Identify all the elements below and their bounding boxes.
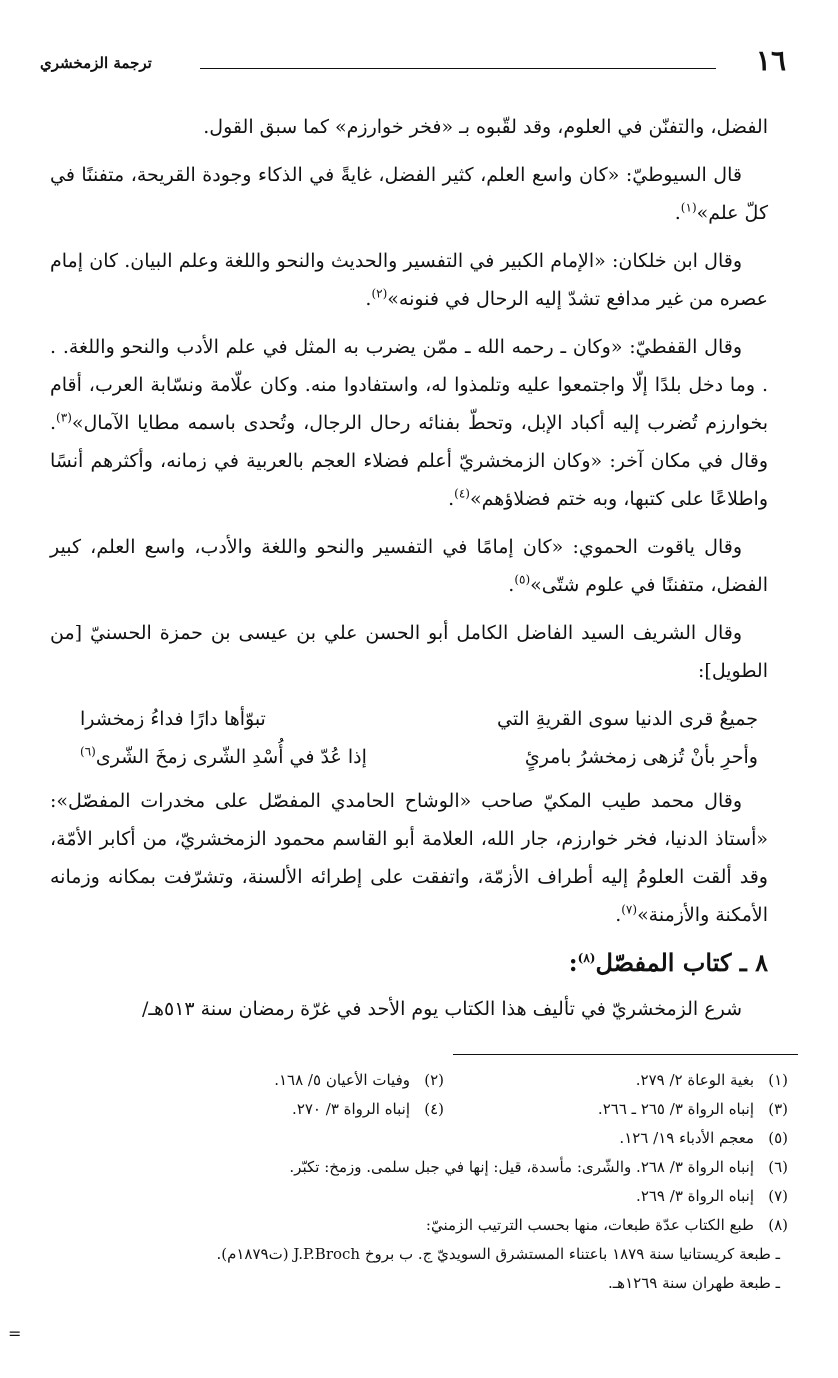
footnote-subitem: ـ طبعة كريستانيا سنة ١٨٧٩ باعتناء المستشرق السويديّ ج. ب بروخ J.P.Broch (ت١٨٧٩م). [216,1245,780,1263]
verse-line [50,700,768,738]
footnote-ref: (٤) [454,486,470,501]
hemistich: تبوّأها دارًا فداءُ زمخشرا [80,708,266,730]
main-text [50,108,768,1038]
footnote-subitem: ـ طبعة طهران سنة ١٢٦٩هـ. [608,1274,780,1292]
section-heading: ٨ ـ كتاب المفصّل$^{(٨)}$: [568,948,768,977]
footnote-ref: (٦) [80,744,96,759]
paragraph: شرع الزمخشريّ في تأليف هذا الكتاب يوم الأحد في غرّة رمضان سنة ٥١٣هـ/ [142,998,742,1020]
poem [50,700,768,776]
hemistich: إذا عُدّ في أُسْدِ الشّرى زمخَ الشّرى [95,746,367,768]
footnote-ref: (٥) [514,572,531,587]
page-number: ١٦ [755,44,786,77]
footnote-ref: (٨) [577,951,596,965]
footnote: (٣)إنباه الرواة ٣/ ٢٦٥ ـ ٢٦٦. [597,1100,788,1118]
running-title: ترجمة الزمخشري [40,54,152,72]
footnote: (٥)معجم الأدباء ١٩/ ١٢٦. [619,1129,788,1147]
hemistich: جميعُ قرى الدنيا سوى القريةِ التي [497,708,758,730]
footnote: (٧)إنباه الرواة ٣/ ٢٦٩. [636,1187,788,1205]
paragraph: الفضل، والتفنّن في العلوم، وقد لقّبوه بـ «فخر خوارزم» كما سبق القول. [203,116,768,138]
footnote: (٢)وفيات الأعيان ٥/ ١٦٨. [274,1071,444,1089]
paragraph: وقال الشريف السيد الفاضل الكامل أبو الحسن علي بن عيسى بن حمزة الحسنيّ [من الطويل]: [50,622,768,682]
page-header [40,44,786,84]
paragraph: وقال ياقوت الحموي: «كان إمامًا في التفسير والنحو واللغة والأدب، واسع العلم، كبير الفضل، متفننًا في علوم شتّى»$^{(٥)}$. [50,536,768,596]
paragraph: قال السيوطيّ: «كان واسع العلم، كثير الفضل، غايةً في الذكاء وجودة القريحة، متفننًا في كلّ علم»$^{(١)}$. [50,164,768,224]
hemistich: وأحرِ بأنْ تُزهى زمخشرُ بامرئٍ [524,746,758,768]
footnote: (١)بغية الوعاة ٢/ ٢٧٩. [635,1071,788,1089]
paragraph: وقال محمد طيب المكيّ صاحب «الوشاح الحامدي المفصّل على مخدرات المفصّل»: «أستاذ الدنيا، فخر خوارزم، جار الله، العلامة أبو القاسم محمود الزمخشريّ، من أكابر الأمّة، وقد ألقت العلومُ إليه أطراف الأزمّة، واتفقت على إطرائه الألسنة، وتشرّفت بمكانه وزمانه الأمكنة والأزمنة»$^{(٧)}$. [50,790,768,926]
footnote-ref: (٢) [371,286,388,301]
footnote-ref: (١) [680,200,697,215]
footnote: (٨)طبع الكتاب عدّة طبعات، منها بحسب الترتيب الزمنيّ: [425,1216,788,1234]
paragraph: وقال ابن خلكان: «الإمام الكبير في التفسير والحديث والنحو واللغة وعلم البيان. كان إمام عصره من غير مدافع تشدّ إليه الرحال في فنونه»$^{(٢)}$. [50,250,768,310]
footnote-ref: (٧) [621,902,638,917]
margin-mark: = [8,1324,22,1343]
footnote: (٦)إنباه الرواة ٣/ ٢٦٨. والشّرى: مأسدة، قيل: إنها في جبل سلمى. وزمخ: تكبّر. [289,1158,788,1176]
footnote-rule [453,1054,798,1055]
paragraph: وقال القفطيّ: «وكان ـ رحمه الله ـ ممّن يضرب به المثل في علم الأدب والنحو واللغة. . . وما دخل بلدًا إلّا واجتمعوا عليه وتلمذوا له، واستفادوا منه. وكان علّامة ونسّابة العرب، أقام بخوارزم تُضرب إليه أكباد الإبل، وتحطّ بفنائه رحال الرجال، وتُحدى باسمه مطايا الآمال»$^{(٣)}$. وقال في مكان آخر: «وكان الزمخشريّ أعلم فضلاء العجم بالعربية في زمانه، وأكثرهم أنسًا واطلاعًا على كتبها، وبه ختم فضلاؤهم»$^{(٤)}$. [50,336,768,510]
verse-line [50,738,768,776]
header-rule [200,68,716,69]
footnote: (٤)إنباه الرواة ٣/ ٢٧٠. [292,1100,444,1118]
footnote-ref: (٣) [56,410,72,425]
footnotes [100,1066,788,1298]
